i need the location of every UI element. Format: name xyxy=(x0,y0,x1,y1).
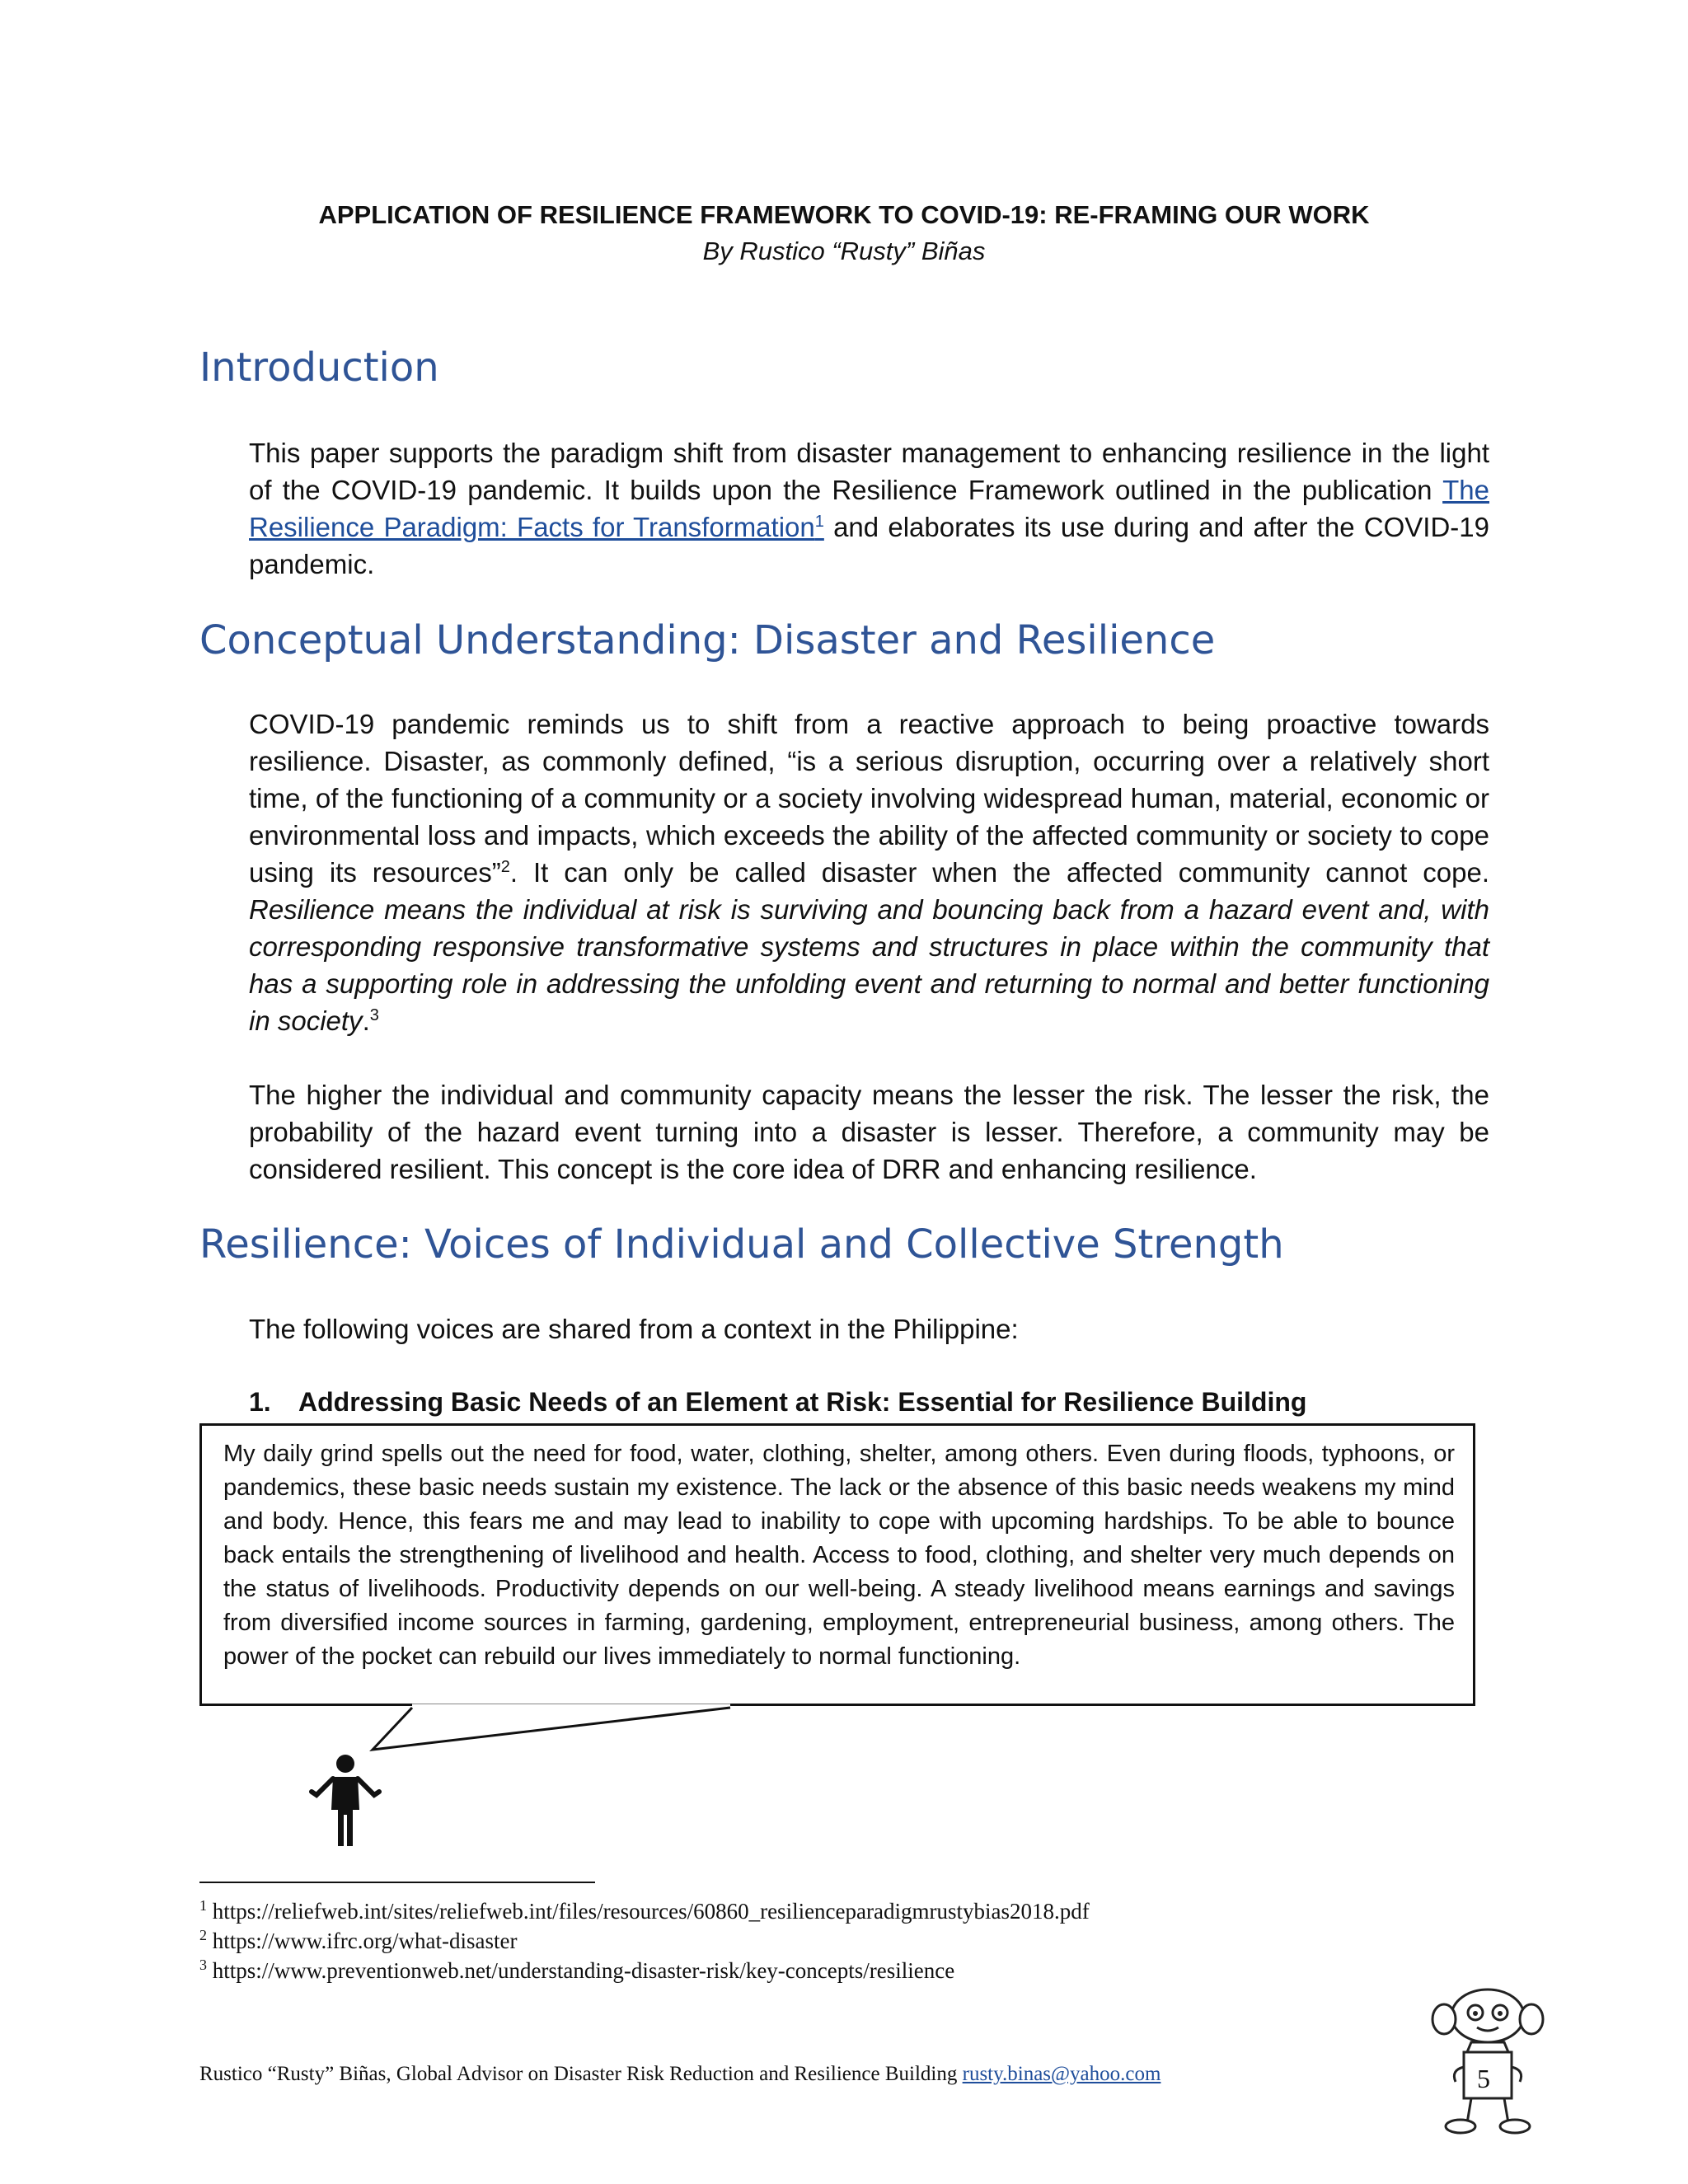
mascot-icon xyxy=(1426,1985,1550,2141)
list-item-heading: 1. Addressing Basic Needs of an Element at Risk: Essential for Resilience Building xyxy=(249,1387,1307,1417)
page-number: 5 xyxy=(1477,2064,1490,2093)
publication-link[interactable]: The Resilience Paradigm: Facts for Transformation$^1$ xyxy=(249,475,1489,542)
person-icon xyxy=(308,1752,382,1851)
voices-intro: The following voices are shared from a context in the Philippine: xyxy=(249,1314,1019,1344)
heading-conceptual-understanding: Conceptual Understanding: Disaster and Resilience xyxy=(199,617,1216,663)
footer-email-link[interactable]: rusty.binas@yahoo.com xyxy=(962,2063,1161,2085)
concept-paragraph-2: The higher the individual and community capacity means the lesser the risk. The lesser the risk, the probability of the hazard event turning into a disaster is lesser. Therefore, a community may be considered resilient. This concept is the core idea of DRR and enhancing resilience. xyxy=(249,1080,1489,1184)
footnote-separator xyxy=(199,1882,595,1883)
speech-bubble xyxy=(199,1423,1475,1706)
page-footer: Rustico “Rusty” Biñas, Global Advisor on Disaster Risk Reduction and Resilience Building rusty.binas@yahoo.com xyxy=(199,2063,1161,2085)
footnote-1: $^1$ https://reliefweb.int/sites/reliefweb.int/files/resources/60860_resilienceparadigmrustybias2018.pdf xyxy=(199,1897,1090,1924)
resilience-definition: Resilience means the individual at risk is surviving and bouncing back from a hazard event and, with corresponding responsive transformative systems and structures in place within the community that has a supporting role in addressing the unfolding event and returning to normal and better functioning in society xyxy=(249,894,1489,1036)
document-title: APPLICATION OF RESILIENCE FRAMEWORK TO COVID-19: RE-FRAMING OUR WORK xyxy=(318,200,1370,229)
intro-paragraph: This paper supports the paradigm shift from disaster management to enhancing resilience in the light of the COVID-19 pandemic. It builds upon the Resilience Framework outlined in the publication The Resilience Paradigm: Facts for Transformation$^1$ and elaborates its use during and after the COVID-19 pandemic. xyxy=(249,438,1489,579)
concept-paragraph-1: COVID-19 pandemic reminds us to shift from a reactive approach to being proactive towards resilience. Disaster, as commonly defined, “is a serious disruption, occurring over a relatively short time, of the functioning of a community or a society involving widespread human, material, economic or environmental loss and impacts, which exceeds the ability of the affected community or society to cope using its resources”$^2$. It can only be called disaster when the affected community cannot cope. Resilience means the individual at risk is surviving and bouncing back from a hazard event and, with corresponding responsive transformative systems and structures in place within the community that has a supporting role in addressing the unfolding event and returning to normal and better functioning in society.$^3$ xyxy=(249,709,1490,1036)
document-author: By Rustico “Rusty” Biñas xyxy=(702,237,986,265)
footnote-3: $^3$ https://www.preventionweb.net/understanding-disaster-risk/key-concepts/resilience xyxy=(199,1957,955,1983)
heading-resilience-voices: Resilience: Voices of Individual and Collective Strength xyxy=(199,1221,1284,1268)
heading-introduction: Introduction xyxy=(199,344,439,391)
footnote-2: $^2$ https://www.ifrc.org/what-disaster xyxy=(199,1927,518,1953)
speech-bubble-text: My daily grind spells out the need for food, water, clothing, shelter, among others. Even during floods, typhoons, or pandemics, these basic needs sustain my existence. The lack or the absence of this basic needs weakens my mind and body. Hence, this fears me and may lead to inability to cope with upcoming hardships. To be able to bounce back entails the strengthening of livelihood and health. Access to food, clothing, and shelter very much depends on the status of livelihoods. Productivity depends on our well-being. A steady livelihood means earnings and savings from diversified income sources in farming, gardening, employment, entrepreneurial business, among others. The power of the pocket can rebuild our lives immediately to normal functioning. xyxy=(223,1441,1455,1670)
